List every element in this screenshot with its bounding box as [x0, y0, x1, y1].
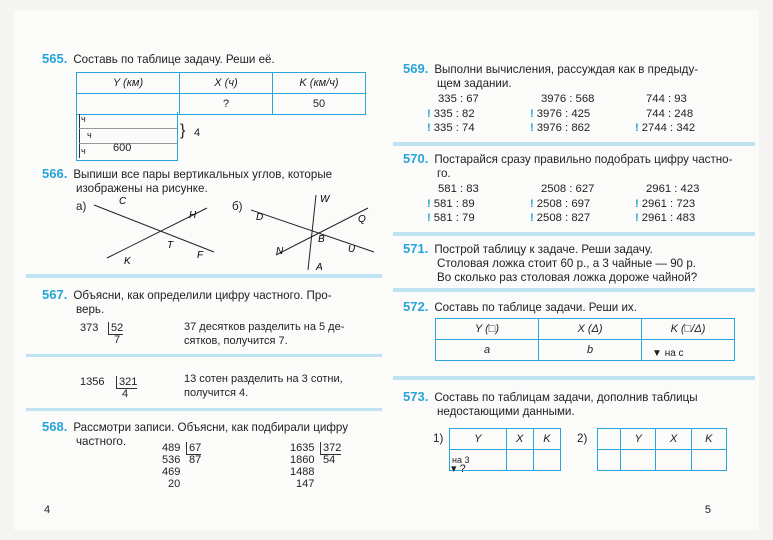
- left-page: [14, 10, 389, 530]
- explanation-text: сятков, получится 7.: [184, 335, 288, 347]
- exercise-text: Объясни, как определили цифру частного. Про-: [73, 289, 332, 302]
- header-y: Y: [621, 429, 656, 450]
- column-570-2: [530, 182, 594, 226]
- point-label: T: [167, 240, 174, 251]
- header-x: X (ч): [180, 73, 273, 94]
- cell-empty: [656, 450, 691, 471]
- division-b: [290, 442, 341, 490]
- expression: 2508 : 627: [541, 183, 595, 195]
- column-569-2: [530, 92, 594, 136]
- cell-k: ▼ на c: [642, 340, 735, 361]
- step: 536: [162, 454, 181, 466]
- quotient: 7: [114, 334, 121, 346]
- cell-empty: [598, 450, 621, 471]
- section-divider: [26, 408, 382, 411]
- cell-y: a: [436, 340, 539, 361]
- header-k: K: [691, 429, 726, 450]
- exercise-text: Рассмотри записи. Объясни, как подбирали цифру: [73, 421, 349, 434]
- scheme-note: 4: [194, 127, 201, 139]
- mark-icon: !: [530, 197, 534, 210]
- cell-empty: [598, 429, 621, 450]
- expression: 3976 : 568: [541, 93, 595, 105]
- section-divider: [393, 288, 755, 292]
- question-mark: ?: [459, 463, 466, 475]
- point-label: H: [189, 210, 197, 221]
- exercise-number: 566.: [42, 166, 68, 181]
- label-a: а): [76, 200, 87, 213]
- explanation-text: получится 4.: [184, 387, 249, 399]
- table-label-1: 1): [433, 432, 444, 445]
- header-x: X (Δ): [539, 319, 642, 340]
- exercise-572: [403, 300, 637, 315]
- mark-icon: !: [530, 212, 534, 224]
- quotient: 54: [323, 454, 336, 466]
- mark-icon: !: [427, 122, 431, 134]
- exercise-573: [403, 390, 753, 419]
- cell-empty: [621, 450, 656, 471]
- dividend: 1356: [80, 376, 105, 388]
- cell-empty: [533, 450, 560, 471]
- scheme-divider: [79, 128, 177, 129]
- dividend: 373: [80, 322, 99, 334]
- point-label: W: [320, 194, 330, 205]
- division-2: [80, 376, 137, 400]
- exercise-570: [403, 152, 753, 181]
- exercise-number: 565.: [42, 51, 68, 66]
- expression: 3976 : 425: [536, 107, 591, 120]
- column-569-1: [427, 92, 479, 136]
- quotient: 87: [189, 454, 202, 466]
- explanation-text: 37 десятков разделить на 5 де-: [184, 321, 345, 333]
- header-y: Y: [450, 429, 507, 450]
- page-number: 4: [44, 504, 51, 516]
- mark-icon: !: [530, 107, 534, 120]
- exercise-text: щем задании.: [437, 77, 512, 90]
- exercise-text: Составь по таблице задачи. Реши их.: [434, 301, 637, 314]
- exercise-text: частного.: [76, 435, 127, 448]
- exercise-565: [42, 52, 275, 67]
- exercise-569: [403, 62, 743, 91]
- exercise-text: верь.: [76, 303, 105, 316]
- cell-note: на 3: [450, 450, 507, 471]
- exercise-text: Столовая ложка стоит 60 р., а 3 чайные — 90 р.: [437, 257, 696, 270]
- point-label: A: [316, 262, 323, 273]
- mark-icon: !: [635, 197, 639, 210]
- mark-icon: !: [635, 212, 639, 224]
- point-label: K: [124, 256, 131, 267]
- point-label: N: [276, 246, 284, 257]
- figure-566a: [89, 190, 219, 270]
- expression: 3976 : 862: [536, 122, 591, 134]
- expression: 2508 : 827: [536, 212, 591, 224]
- step: 1488: [290, 466, 315, 478]
- section-divider: [393, 142, 755, 146]
- expression: 744 : 248: [646, 107, 694, 120]
- point-label: C: [119, 196, 127, 207]
- dividend: 1635: [290, 442, 315, 454]
- table-573-1-question: ▾ ?: [451, 463, 466, 475]
- exercise-567: [42, 288, 382, 317]
- section-divider: [393, 232, 755, 236]
- expression: 335 : 82: [433, 107, 475, 120]
- expression: 2508 : 697: [536, 197, 591, 210]
- mark-icon: !: [427, 197, 431, 210]
- scheme-label: ч: [81, 146, 86, 156]
- exercise-text: Выполни вычисления, рассуждая как в предыду-: [434, 63, 699, 76]
- scheme-arrow: [79, 114, 80, 158]
- header-y: Y (□): [436, 319, 539, 340]
- division-1: [80, 322, 123, 346]
- header-k: K: [533, 429, 560, 450]
- mark-icon: !: [530, 122, 534, 134]
- exercise-number: 570.: [403, 151, 429, 166]
- cell-x: ?: [180, 94, 273, 115]
- step: 469: [162, 466, 181, 478]
- cell-empty: [691, 450, 726, 471]
- expression: 2961 : 423: [646, 183, 700, 195]
- figure-566b: [246, 190, 381, 275]
- header-y: Y (км): [77, 73, 180, 94]
- scheme-value: 600: [113, 142, 132, 154]
- expression: 581 : 89: [433, 197, 475, 210]
- table-572: [435, 318, 735, 361]
- section-divider: [393, 376, 755, 380]
- explanation-2: [184, 372, 343, 400]
- explanation-1: [184, 320, 344, 348]
- exercise-text: Составь по таблицам задачи, дополнив таблицы: [434, 391, 698, 404]
- exercise-text: изображены на рисунке.: [76, 182, 208, 195]
- mark-icon: !: [427, 107, 431, 120]
- divisor: 372: [320, 442, 341, 455]
- note: на c: [664, 348, 684, 359]
- exercise-number: 567.: [42, 287, 68, 302]
- scheme-label: ч: [87, 130, 92, 140]
- point-label: D: [256, 212, 264, 223]
- mark-icon: !: [635, 122, 639, 134]
- column-570-1: [427, 182, 479, 226]
- exercise-text: Во сколько раз столовая ложка дороже чайной?: [437, 271, 698, 284]
- column-569-3: [635, 92, 695, 136]
- divisor: 67: [186, 442, 201, 455]
- point-label: U: [348, 244, 356, 255]
- cell-k: 50: [273, 94, 366, 115]
- section-divider: [26, 354, 382, 357]
- point-label: Q: [358, 214, 366, 225]
- exercise-number: 569.: [403, 61, 429, 76]
- page-number: 5: [704, 504, 711, 516]
- quotient: 4: [122, 388, 129, 400]
- exercise-text: Составь по таблице задачу. Реши её.: [73, 53, 275, 66]
- scheme-label: ч: [81, 114, 86, 124]
- step: 1860: [290, 454, 315, 466]
- header-k: K (км/ч): [273, 73, 366, 94]
- section-divider: [26, 274, 382, 278]
- expression: 335 : 67: [438, 93, 479, 105]
- exercise-text: Выпиши все пары вертикальных углов, которые: [73, 168, 333, 181]
- step: 20: [168, 478, 181, 490]
- expression: 581 : 79: [433, 212, 475, 224]
- expression: 581 : 83: [438, 183, 479, 195]
- expression: 2961 : 483: [641, 212, 696, 224]
- divisor: 321: [116, 376, 137, 389]
- exercise-number: 568.: [42, 419, 68, 434]
- exercise-571: [403, 242, 753, 285]
- table-label-2: 2): [577, 432, 588, 445]
- scheme-565: [76, 112, 178, 161]
- exercise-text: Постарайся сразу правильно подобрать цифру частно-: [434, 153, 733, 166]
- table-565: [76, 72, 366, 115]
- header-x: X: [656, 429, 691, 450]
- point-label: B: [318, 234, 325, 245]
- header-k: K (□/Δ): [642, 319, 735, 340]
- table-573-2: [597, 428, 727, 471]
- expression: 2961 : 723: [641, 197, 696, 210]
- point-label: F: [197, 250, 204, 261]
- line: [308, 195, 316, 270]
- exercise-text: го.: [437, 167, 451, 180]
- label-b: б): [232, 200, 243, 213]
- expression: 2744 : 342: [641, 122, 696, 134]
- column-570-3: [635, 182, 699, 226]
- exercise-number: 572.: [403, 299, 429, 314]
- exercise-number: 571.: [403, 241, 429, 256]
- divisor: 52: [108, 322, 123, 335]
- header-x: X: [506, 429, 533, 450]
- dividend: 489: [162, 442, 181, 454]
- expression: 335 : 74: [433, 122, 475, 134]
- division-a: [162, 442, 201, 490]
- mark-icon: !: [427, 212, 431, 224]
- exercise-text: недостающими данными.: [437, 405, 575, 418]
- brace-icon: }: [180, 122, 186, 139]
- cell-x: b: [539, 340, 642, 361]
- explanation-text: 13 сотен разделить на 3 сотни,: [184, 373, 343, 385]
- exercise-number: 573.: [403, 389, 429, 404]
- right-page: [385, 10, 759, 530]
- cell-empty: [506, 450, 533, 471]
- table-573-1: [449, 428, 561, 471]
- expression: 744 : 93: [646, 93, 687, 105]
- step: 147: [296, 478, 315, 490]
- exercise-text: Построй таблицу к задаче. Реши задачу.: [434, 243, 653, 256]
